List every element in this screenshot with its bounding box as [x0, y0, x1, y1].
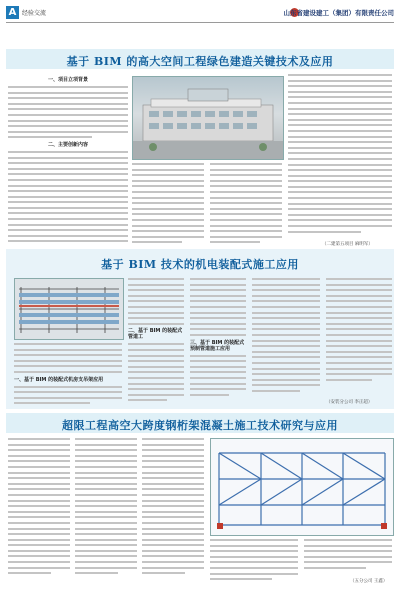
article3-column-4 — [210, 539, 298, 585]
article3-byline: （五分公司 王鑫） — [350, 579, 388, 584]
article1-rendering-image — [132, 76, 284, 160]
article2-column-4 — [252, 278, 320, 406]
article2-column-1 — [14, 343, 122, 405]
article3-column-2 — [75, 438, 137, 583]
article2-subhead-3: 三、基于 BIM 的装配式预制管道施工应用 — [190, 339, 245, 352]
article1-subhead-2: 二、主要创新内容 — [47, 141, 88, 148]
article3-column-1 — [8, 438, 70, 583]
article1-byline: （二建第五项目 麻明军） — [322, 242, 373, 247]
page-badge: A — [6, 6, 19, 19]
article1-subhead-1: 一、项目立项背景 — [47, 77, 88, 83]
article2-pipe-rack-image — [14, 278, 124, 340]
article3-title-banner — [6, 413, 394, 433]
article3-column-5 — [304, 539, 392, 577]
page-header — [6, 4, 394, 23]
article2-column-2 — [128, 278, 184, 406]
publication-name: 山东省建设建工（集团）有限责任公司 — [283, 9, 394, 17]
article1-column-2 — [132, 163, 204, 245]
article2-byline: （安装分公司 李正超） — [326, 400, 373, 405]
article1-title: 基于 BIM 的高大空间工程绿色建造关键技术及应用 — [66, 55, 334, 68]
article3-title: 超限工程高空大跨度钢桁架混凝土施工技术研究与应用 — [62, 419, 338, 432]
article2-subhead-1: 一、基于 BIM 的装配式机房支吊架应用 — [14, 376, 104, 383]
article2-column-5 — [326, 278, 392, 396]
section-tag: 经验交流 — [22, 10, 47, 17]
steel-truss-model — [211, 439, 393, 535]
article3-steel-truss-image — [210, 438, 394, 536]
article3-column-3 — [142, 438, 204, 583]
building-rendering — [133, 77, 283, 159]
article1-title-banner — [6, 49, 394, 69]
article1-column-3 — [210, 163, 282, 245]
article1-column-1 — [8, 74, 128, 244]
article2-subhead-2: 二、基于 BIM 的装配式管道工 — [128, 328, 183, 341]
pipe-rack-model — [15, 279, 123, 339]
article2-column-3 — [190, 278, 246, 406]
article1-column-4 — [288, 74, 392, 238]
article2-title: 基于 BIM 技术的机电装配式施工应用 — [101, 258, 299, 271]
